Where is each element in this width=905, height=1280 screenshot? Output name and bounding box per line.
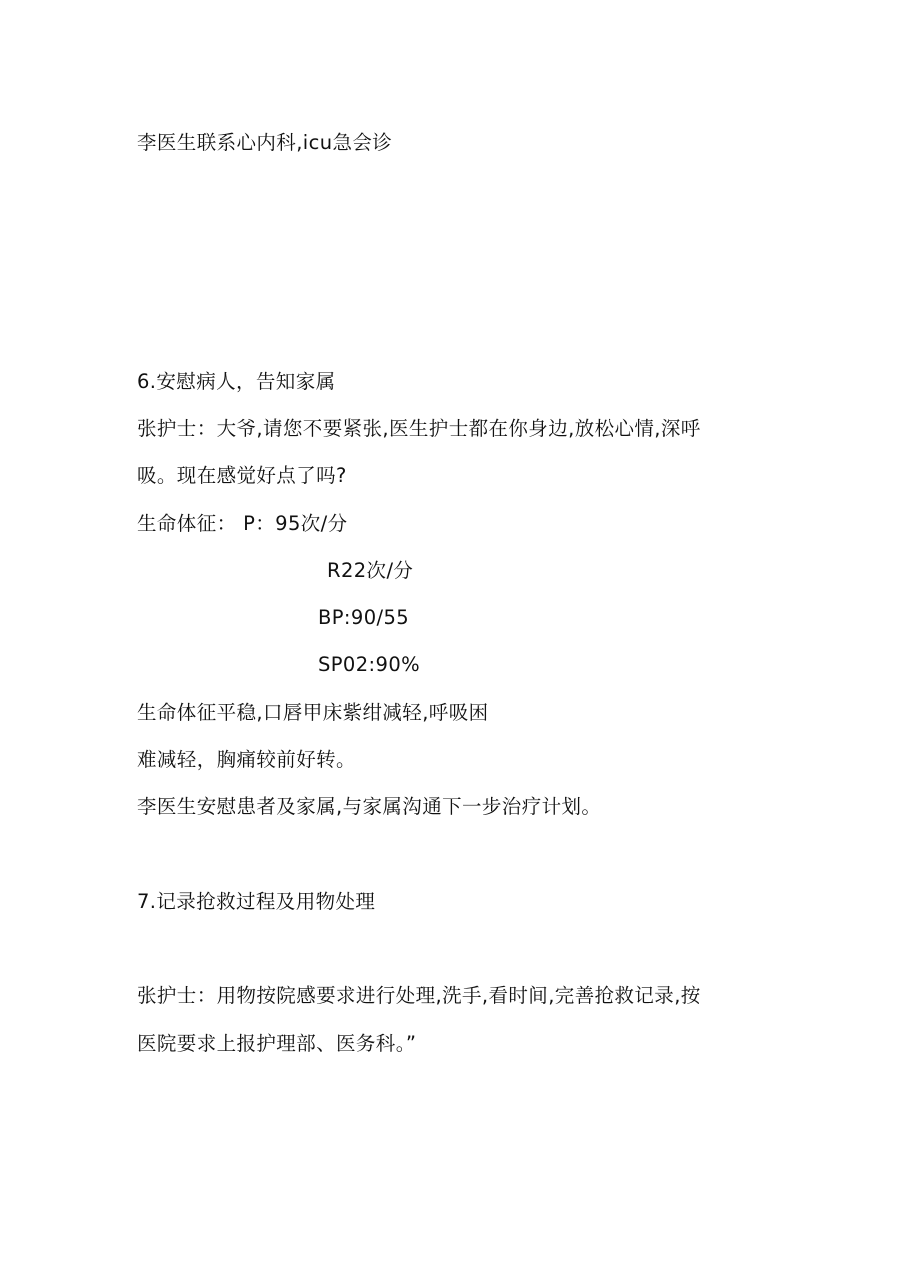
text-line-doctor-comfort: 李医生安慰患者及家属,与家属沟通下一步治疗计划。: [137, 795, 602, 818]
section-heading-6: 6.安慰病人，告知家属: [137, 370, 336, 393]
text-line-status-2: 难减轻，胸痛较前好转。: [137, 748, 356, 771]
text-line-nurse-comfort-1: 张护士：大爷,请您不要紧张,医生护士都在你身边,放松心情,深呼: [137, 417, 701, 440]
text-line-status-1: 生命体征平稳,口唇甲床紫绀减轻,呼吸困: [137, 701, 489, 724]
text-line-consultation: 李医生联系心内科,icu急会诊: [137, 131, 393, 154]
vital-signs-blood-pressure: BP:90/55: [318, 606, 410, 629]
vital-signs-respiration: R22次/分: [327, 559, 414, 582]
text-line-record-1: 张护士：用物按院感要求进行处理,洗手,看时间,完善抢救记录,按: [137, 984, 701, 1007]
vital-signs-spo2: SP02:90%: [318, 653, 421, 676]
text-line-nurse-comfort-2: 吸。现在感觉好点了吗?: [137, 464, 347, 487]
text-line-record-2: 医院要求上报护理部、医务科。”: [137, 1032, 417, 1055]
section-heading-7: 7.记录抢救过程及用物处理: [137, 890, 376, 913]
vital-signs-pulse: 生命体征： P：95次/分: [137, 512, 348, 535]
